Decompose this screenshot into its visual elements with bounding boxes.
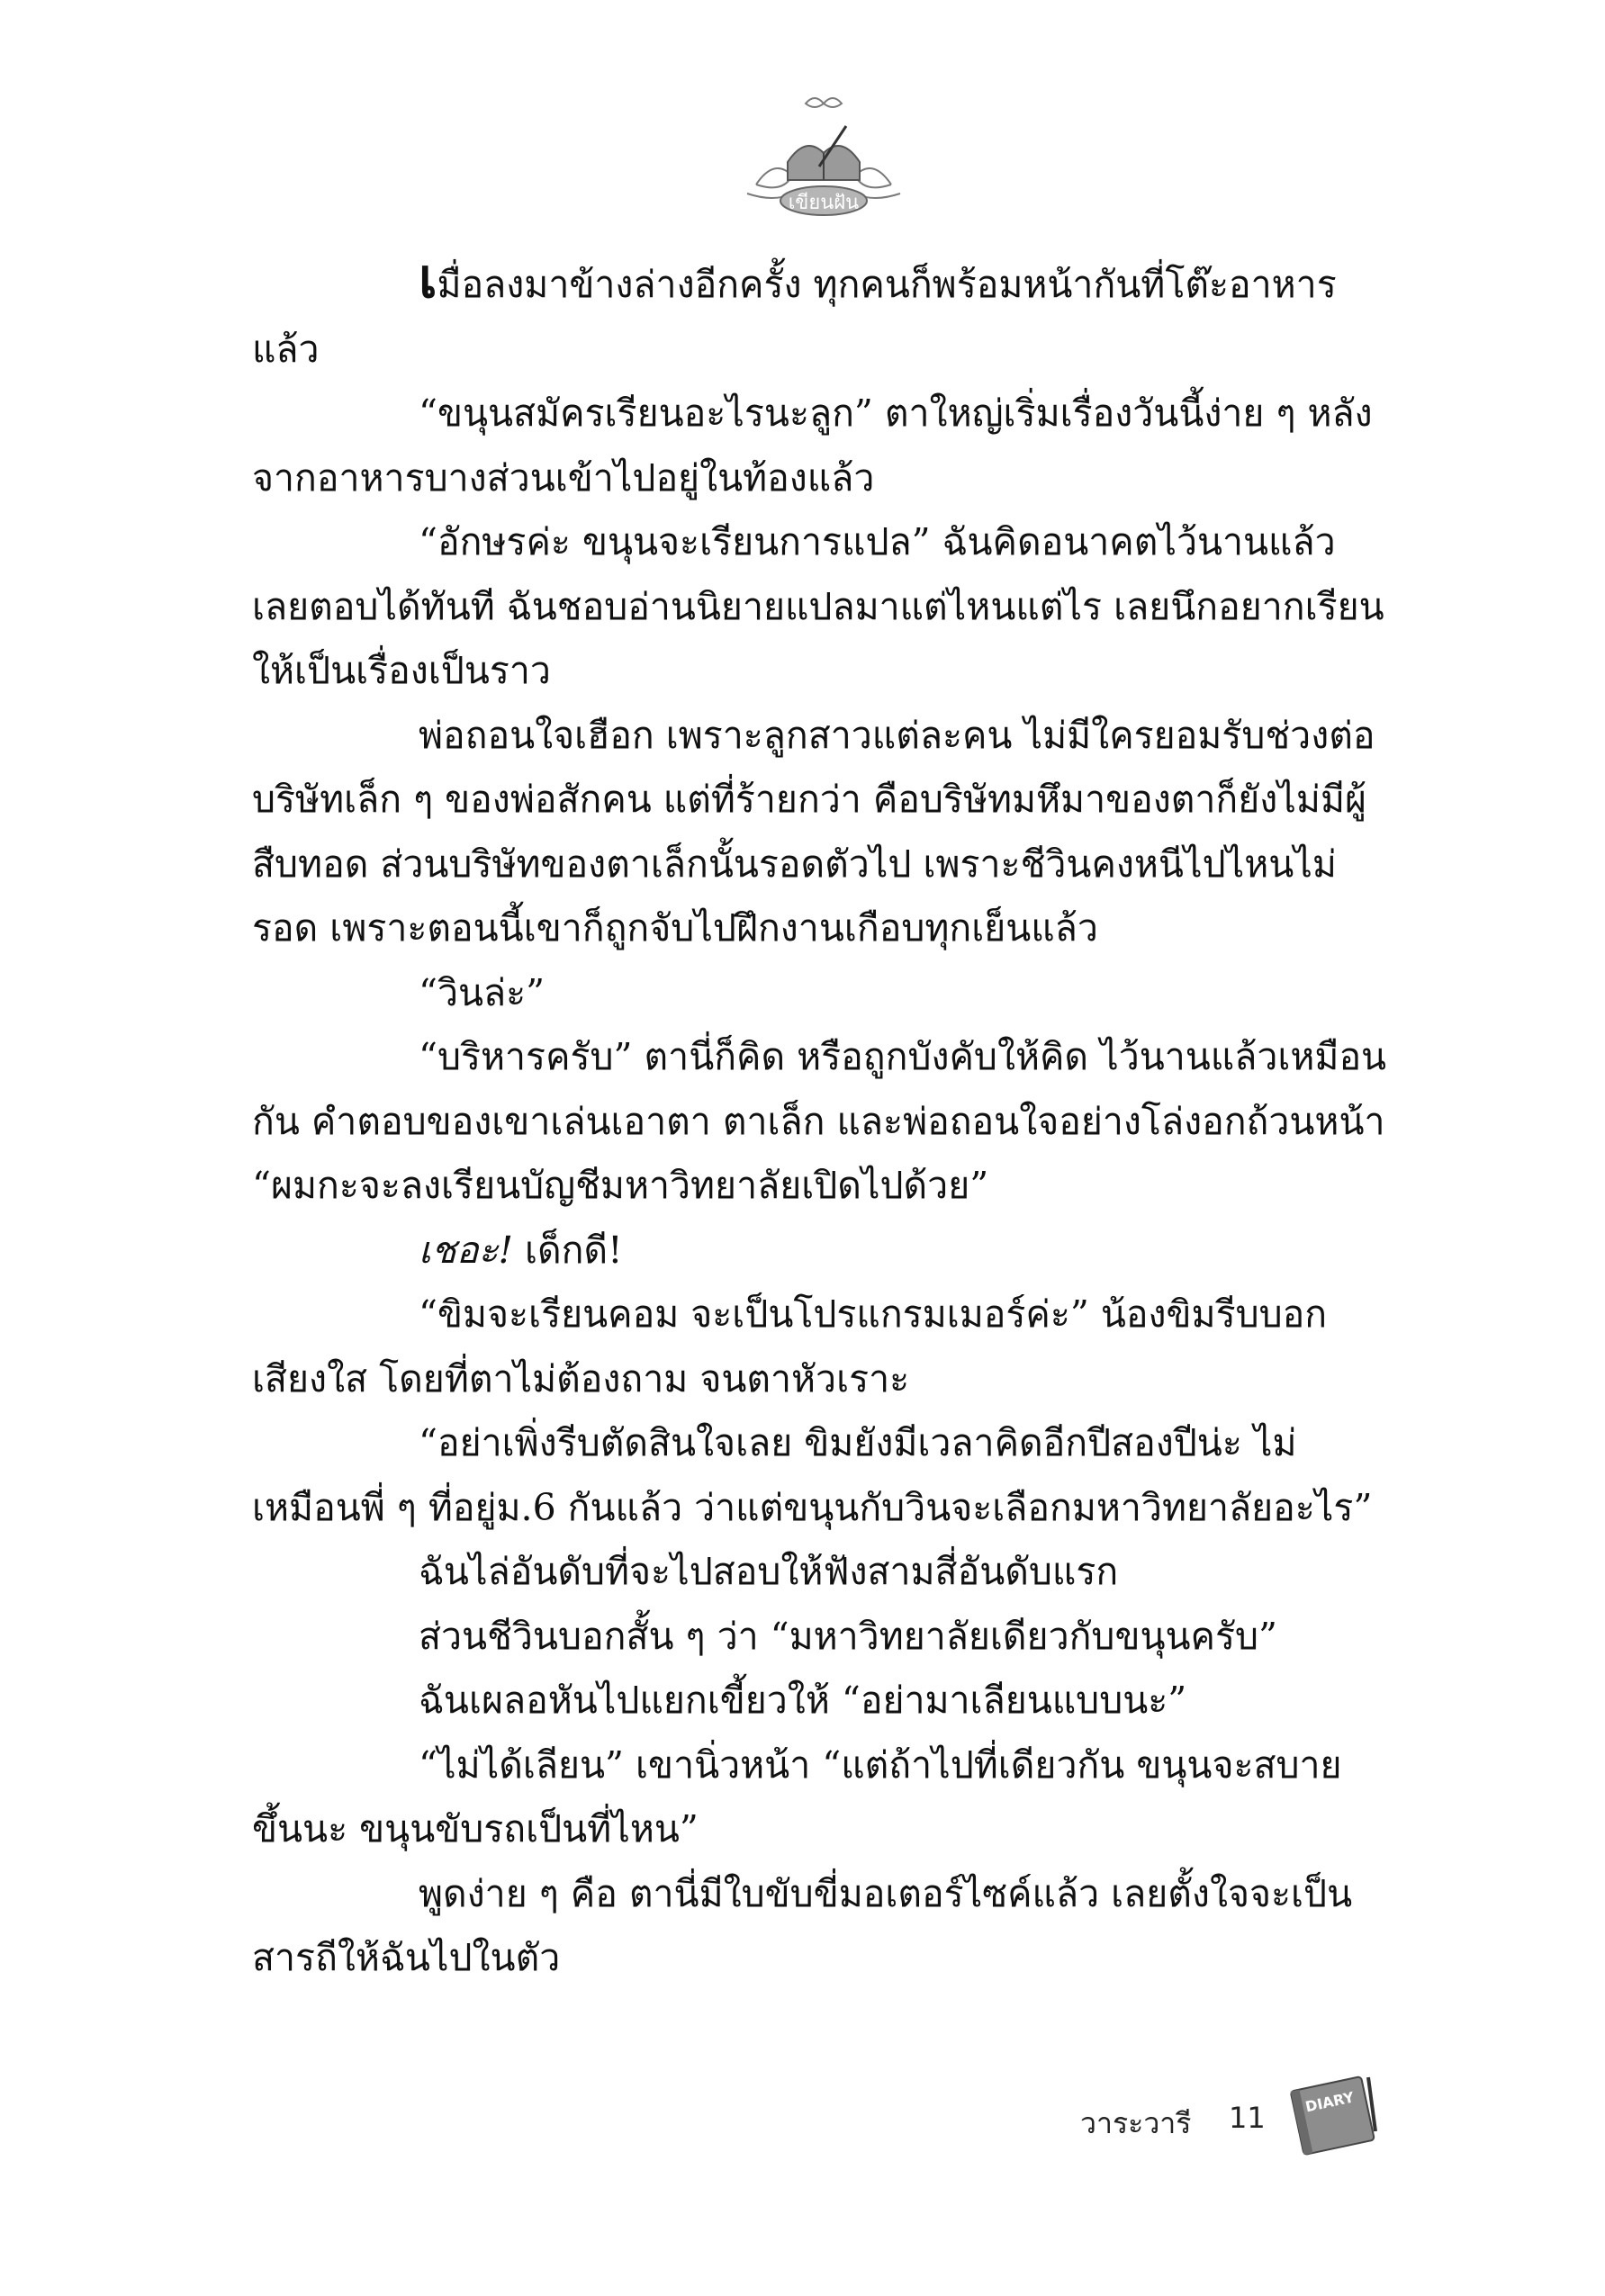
diary-book-icon bbox=[1285, 2070, 1384, 2158]
paragraph: พ่อถอนใจเฮือก เพราะลูกสาวแต่ละคน ไม่มีใครยอมรับช่วงต่อบริษัทเล็ก ๆ ของพ่อสักคน แต่ที่ร้ายกว่า คือบริษัทมหึมาของตาก็ยังไม่มีผู้สืบทอด ส่วนบริษัทของตาเล็กนั้นรอดตัวไป เพราะชีวินคงหนีไปไหนไม่รอด เพราะตอนนี้เขาก็ถูกจับไปฝึกงานเกือบทุกเย็นแล้ว bbox=[252, 713, 1375, 950]
paragraph bbox=[252, 248, 1388, 382]
emblem-label: เขียนฝัน bbox=[788, 192, 860, 214]
paragraph: “ขนุนสมัครเรียนอะไรนะลูก” ตาใหญ่เริ่มเรื่องวันนี้ง่าย ๆ หลังจากอาหารบางส่วนเข้าไปอยู่ในท้องแล้ว bbox=[252, 392, 1373, 500]
paragraph: “อักษรค่ะ ขนุนจะเรียนการแปล” ฉันคิดอนาคตไว้นานแล้ว เลยตอบได้ทันที ฉันชอบอ่านนิยายแปลมาแต่ไหนแต่ไร เลยนึกอยากเรียนให้เป็นเรื่องเป็นราว bbox=[252, 520, 1384, 692]
paragraph: “วินล่ะ” bbox=[419, 970, 546, 1014]
italic-exclamation: เชอะ! bbox=[419, 1228, 513, 1272]
dropcap: เ bbox=[419, 248, 437, 311]
ornamental-book-emblem-icon bbox=[738, 86, 909, 230]
book-title: วาระวารี bbox=[1080, 2106, 1192, 2140]
paragraph: “อย่าเพิ่งรีบตัดสินใจเลย ขิมยังมีเวลาคิดอีกปีสองปีน่ะ ไม่เหมือนพี่ ๆ ที่อยู่ม.6 กันแล้ว ว่าแต่ขนุนกับวินจะเลือกมหาวิทยาลัยอะไร” bbox=[252, 1421, 1373, 1529]
paragraph: “บริหารครับ” ตานี่ก็คิด หรือถูกบังคับให้คิด ไว้นานแล้วเหมือนกัน คำตอบของเขาเล่นเอาตา ตาเล็ก และพ่อถอนใจอย่างโล่งอกถ้วนหน้า “ผมกะจะลงเรียนบัญชีมหาวิทยาลัยเปิดไปด้วย” bbox=[252, 1035, 1387, 1207]
paragraph-text: มื่อลงมาข้างล่างอีกครั้ง ทุกคนก็พร้อมหน้ากันที่โต๊ะอาหารแล้ว bbox=[252, 263, 1337, 371]
paragraph: ฉันเผลอหันไปแยกเขี้ยวให้ “อย่ามาเลียนแบบนะ” bbox=[419, 1679, 1187, 1722]
paragraph: ฉันไล่อันดับที่จะไปสอบให้ฟังสามสี่อันดับแรก bbox=[419, 1550, 1119, 1593]
diary-label: DIARY bbox=[1303, 2088, 1356, 2116]
body-text bbox=[252, 248, 1388, 2088]
page-footer bbox=[1080, 2070, 1386, 2160]
paragraph-text: เด็กดี! bbox=[512, 1228, 623, 1272]
paragraph: พูดง่าย ๆ คือ ตานี่มีใบขับขี่มอเตอร์ไซค์แล้ว เลยตั้งใจจะเป็นสารถีให้ฉันไปในตัว bbox=[252, 1871, 1353, 1979]
page-number: 11 bbox=[1229, 2101, 1266, 2135]
header-emblem bbox=[738, 86, 909, 230]
paragraph: “ขิมจะเรียนคอม จะเป็นโปรแกรมเมอร์ค่ะ” น้องขิมรีบบอกเสียงใส โดยที่ตาไม่ต้องถาม จนตาหัวเราะ bbox=[252, 1292, 1328, 1400]
paragraph bbox=[252, 1219, 1388, 1283]
paragraph: “ไม่ได้เลียน” เขานิ่วหน้า “แต่ถ้าไปที่เดียวกัน ขนุนจะสบายขึ้นนะ ขนุนขับรถเป็นที่ไหน” bbox=[252, 1742, 1342, 1850]
paragraph: ส่วนชีวินบอกสั้น ๆ ว่า “มหาวิทยาลัยเดียวกับขนุนครับ” bbox=[419, 1614, 1277, 1658]
